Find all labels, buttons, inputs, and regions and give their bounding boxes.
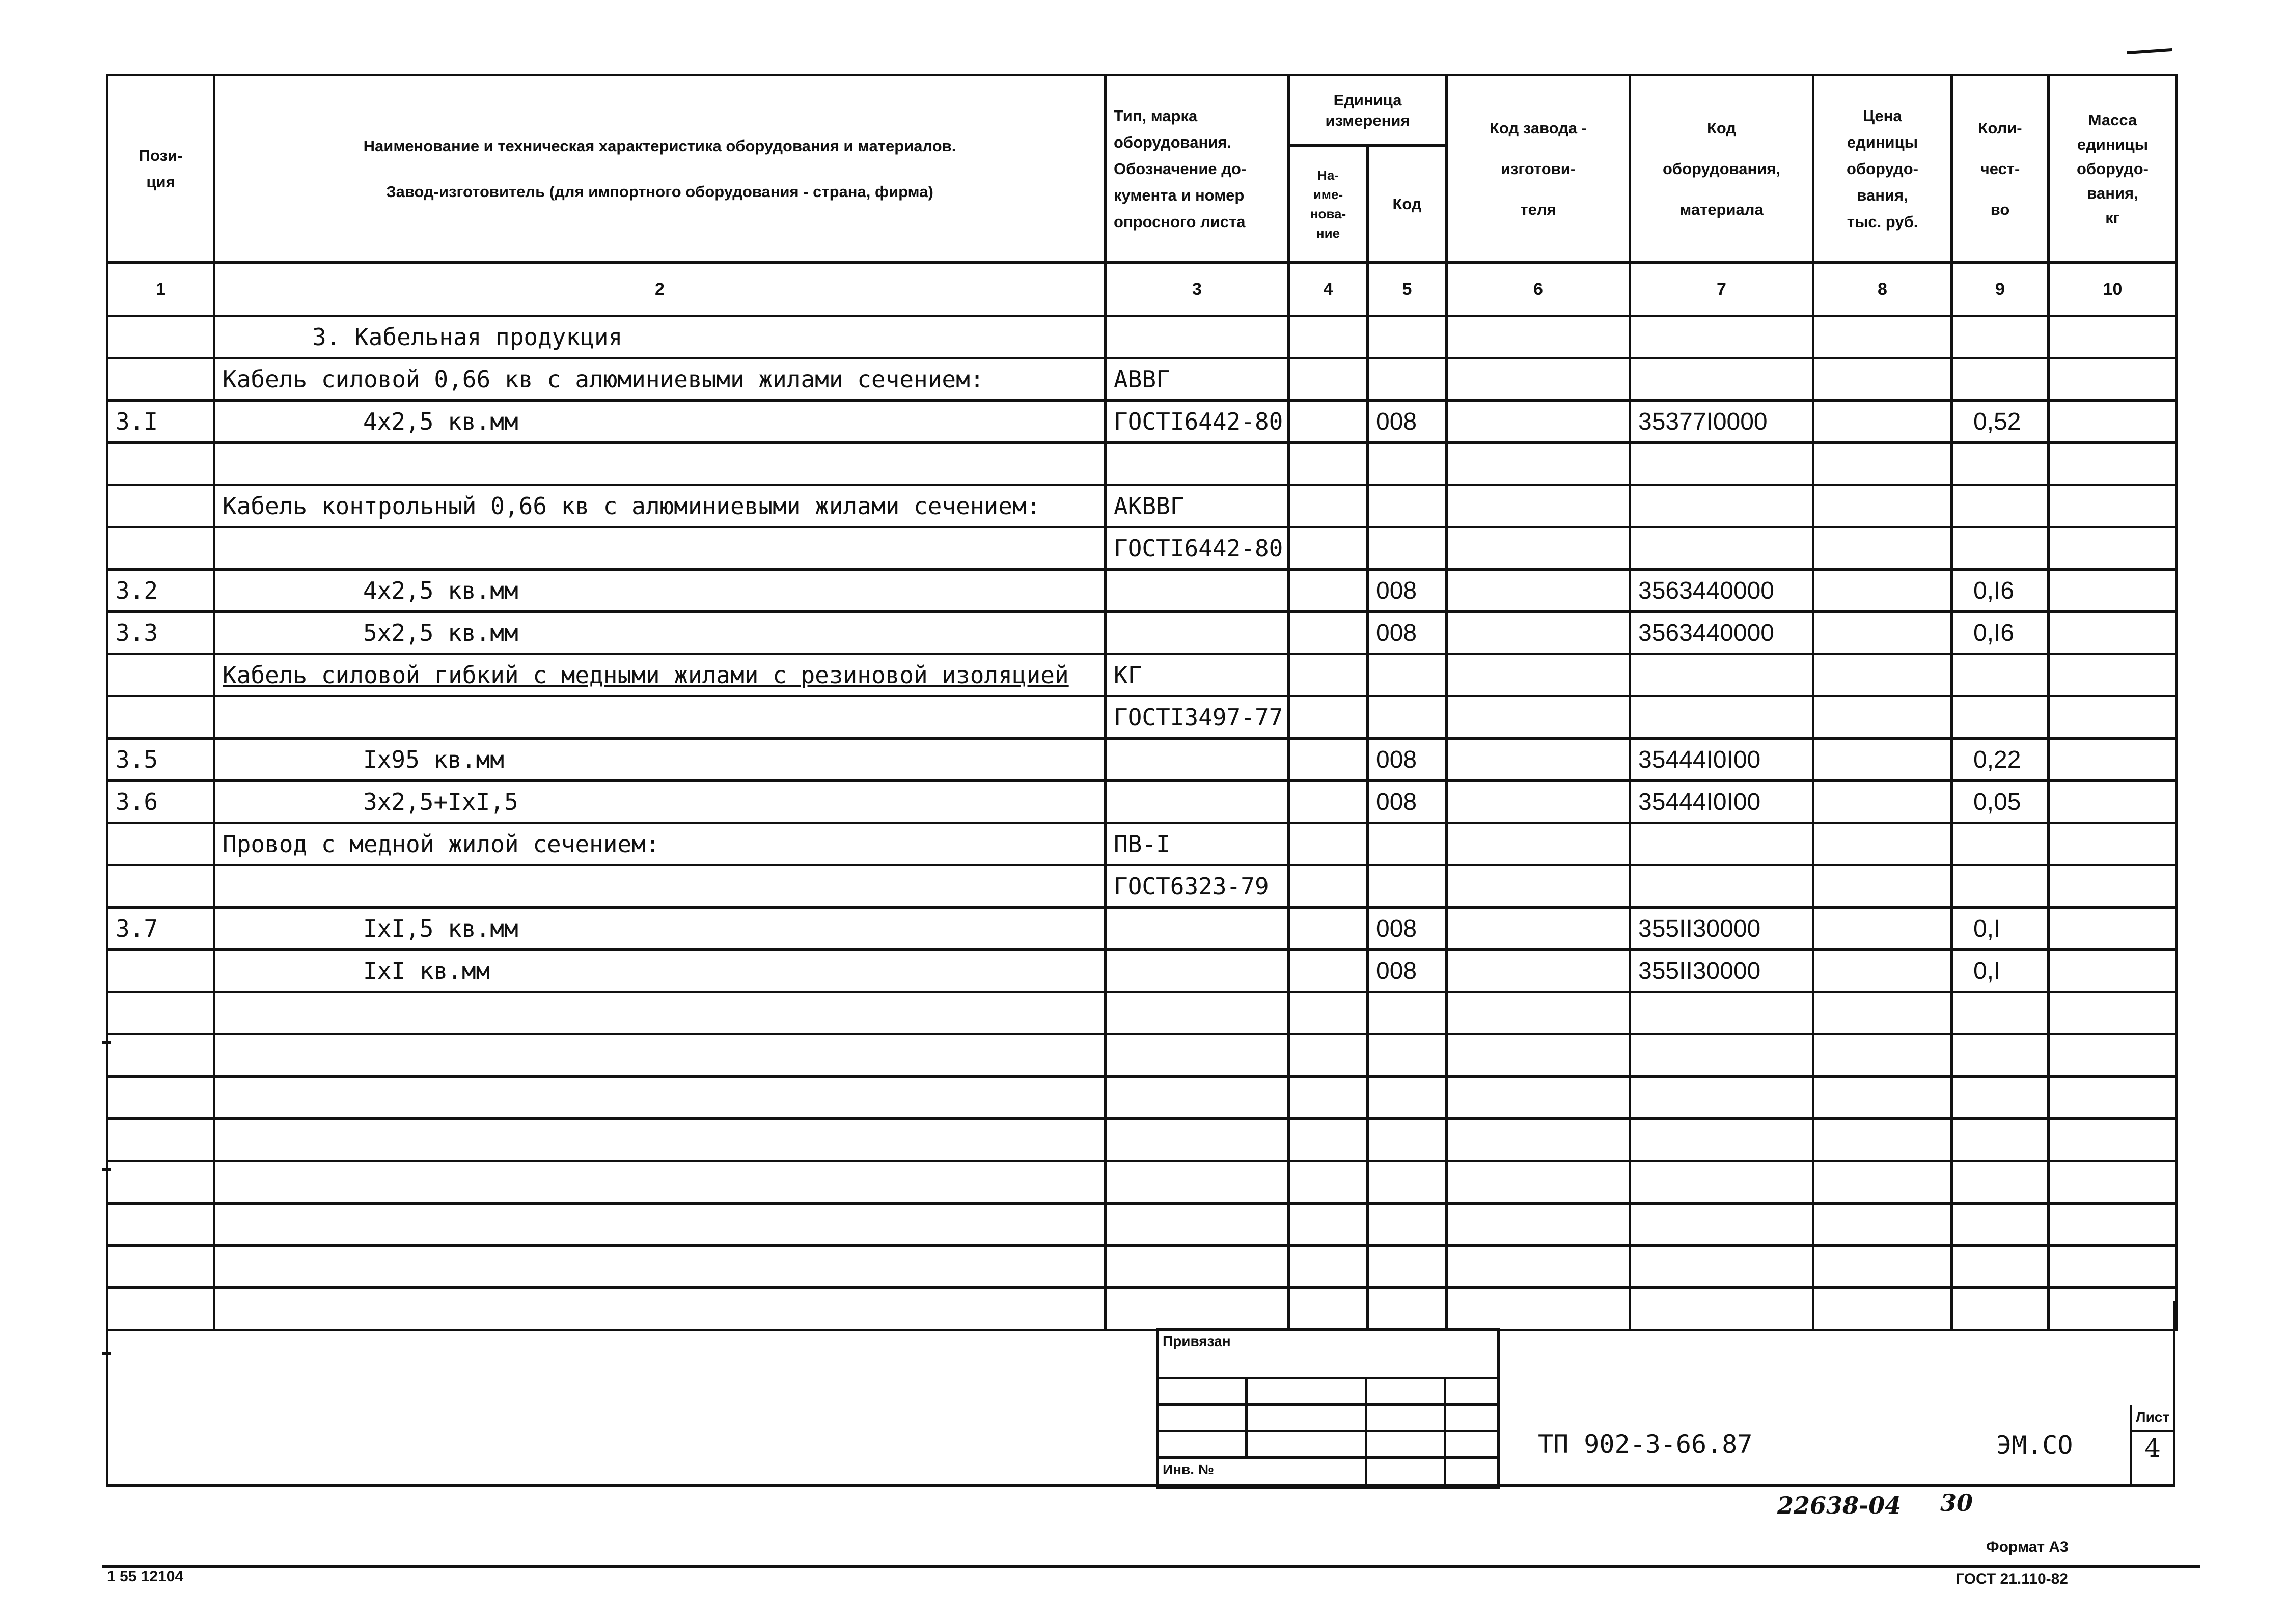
name-cell (214, 696, 1106, 739)
unit-code-cell (1368, 443, 1447, 485)
mass-cell (2049, 696, 2177, 739)
price-cell (1813, 1246, 1952, 1288)
price-cell (1813, 992, 1952, 1034)
unit-name-cell (1289, 1161, 1368, 1203)
name-cell (214, 865, 1106, 908)
name-cell: 3. Кабельная продукция (214, 316, 1106, 358)
format-standard: ГОСТ 21.110-82 (1956, 1571, 2068, 1587)
column-number: 2 (214, 263, 1106, 316)
material-code-cell: 3563440000 (1630, 570, 1813, 612)
factory-code-cell (1447, 1034, 1630, 1077)
corner-mark (2127, 48, 2172, 70)
material-code-cell: 35377I0000 (1630, 401, 1813, 443)
sheet-number: 4 (2144, 1433, 2161, 1463)
quantity-cell (1952, 358, 2049, 401)
column-number: 7 (1630, 263, 1813, 316)
factory-code-cell (1447, 950, 1630, 992)
position-cell (107, 527, 214, 570)
material-code-cell: 3563440000 (1630, 612, 1813, 654)
factory-code-cell (1447, 358, 1630, 401)
sheet-label: Лист (2130, 1405, 2175, 1432)
unit-name-cell (1289, 612, 1368, 654)
factory-code-cell (1447, 865, 1630, 908)
name-cell (214, 1119, 1106, 1161)
unit-name-cell (1289, 570, 1368, 612)
mass-cell (2049, 1077, 2177, 1119)
unit-name-cell (1289, 1246, 1368, 1288)
table-row (107, 316, 2177, 358)
price-cell (1813, 358, 1952, 401)
price-cell (1813, 1203, 1952, 1246)
price-cell (1813, 401, 1952, 443)
unit-name-cell (1289, 358, 1368, 401)
table-row (107, 401, 2177, 443)
unit-code-cell (1368, 1246, 1447, 1288)
material-code-cell (1630, 865, 1813, 908)
factory-code-cell (1447, 1203, 1630, 1246)
position-cell (107, 865, 214, 908)
margin-tick (102, 1352, 111, 1355)
unit-name-cell (1289, 950, 1368, 992)
type-cell (1106, 1077, 1289, 1119)
mass-cell (2049, 908, 2177, 950)
name-cell: Провод с медной жилой сечением: (214, 823, 1106, 865)
unit-name-cell (1289, 401, 1368, 443)
underlined-text: Кабель силовой гибкий с медными жилами с резиновой изоляцией (223, 661, 1069, 689)
material-code-cell (1630, 654, 1813, 696)
factory-code-cell (1447, 1077, 1630, 1119)
quantity-cell: 0,22 (1952, 739, 2049, 781)
table-row (107, 823, 2177, 865)
factory-code-cell (1447, 739, 1630, 781)
price-cell (1813, 527, 1952, 570)
material-code-cell (1630, 1077, 1813, 1119)
price-cell (1813, 612, 1952, 654)
table-row (107, 739, 2177, 781)
unit-code-cell: 008 (1368, 570, 1447, 612)
type-cell (1106, 908, 1289, 950)
price-cell (1813, 443, 1952, 485)
table-row (107, 358, 2177, 401)
mass-cell (2049, 443, 2177, 485)
unit-code-cell (1368, 1119, 1447, 1161)
format-label: Формат А3 (1986, 1538, 2069, 1555)
stamp-inventory-label: Инв. № (1158, 1458, 1366, 1488)
unit-name-cell (1289, 443, 1368, 485)
margin-tick (102, 1168, 111, 1171)
price-cell (1813, 654, 1952, 696)
material-code-cell (1630, 316, 1813, 358)
name-cell: 5х2,5 кв.мм (214, 612, 1106, 654)
position-cell (107, 316, 214, 358)
material-code-cell (1630, 696, 1813, 739)
material-code-cell (1630, 358, 1813, 401)
mass-cell (2049, 1161, 2177, 1203)
column-number: 1 (107, 263, 214, 316)
price-cell (1813, 823, 1952, 865)
unit-code-cell (1368, 358, 1447, 401)
type-cell (1106, 992, 1289, 1034)
factory-code-cell (1447, 992, 1630, 1034)
mass-cell (2049, 358, 2177, 401)
price-cell (1813, 696, 1952, 739)
factory-code-cell (1447, 696, 1630, 739)
name-cell (214, 1161, 1106, 1203)
material-code-cell (1630, 527, 1813, 570)
unit-code-cell (1368, 316, 1447, 358)
position-cell (107, 950, 214, 992)
material-code-cell (1630, 1203, 1813, 1246)
unit-name-cell (1289, 823, 1368, 865)
quantity-cell (1952, 1246, 2049, 1288)
type-cell (1106, 316, 1289, 358)
quantity-cell: 0,52 (1952, 401, 2049, 443)
position-cell: 3.2 (107, 570, 214, 612)
name-cell: Iх95 кв.мм (214, 739, 1106, 781)
table-row (107, 570, 2177, 612)
material-code-cell: 355II30000 (1630, 950, 1813, 992)
name-cell: Кабель силовой 0,66 кв с алюминиевыми жилами сечением: (214, 358, 1106, 401)
factory-code-cell (1447, 1119, 1630, 1161)
type-cell (1106, 739, 1289, 781)
mass-cell (2049, 865, 2177, 908)
quantity-cell (1952, 696, 2049, 739)
handwritten-page: 30 (1940, 1489, 1973, 1517)
type-cell (1106, 1161, 1289, 1203)
unit-name-cell (1289, 781, 1368, 823)
unit-name-cell (1289, 696, 1368, 739)
mass-cell (2049, 1246, 2177, 1288)
quantity-cell (1952, 1077, 2049, 1119)
specification-table (106, 74, 2178, 1331)
type-cell: АКВВГ (1106, 485, 1289, 527)
factory-code-cell (1447, 570, 1630, 612)
position-cell: 3.6 (107, 781, 214, 823)
header-material-code: Код оборудования, материала (1630, 75, 1813, 263)
type-cell (1106, 1034, 1289, 1077)
type-cell: АВВГ (1106, 358, 1289, 401)
name-cell (214, 527, 1106, 570)
quantity-cell (1952, 485, 2049, 527)
material-code-cell (1630, 1034, 1813, 1077)
name-cell (214, 1203, 1106, 1246)
unit-name-cell (1289, 865, 1368, 908)
name-cell: 4х2,5 кв.мм (214, 570, 1106, 612)
column-number: 4 (1289, 263, 1368, 316)
type-cell (1106, 1203, 1289, 1246)
price-cell (1813, 908, 1952, 950)
position-cell (107, 443, 214, 485)
price-cell (1813, 316, 1952, 358)
footer-id: 1 55 12104 (107, 1568, 184, 1585)
quantity-cell: 0,I (1952, 950, 2049, 992)
factory-code-cell (1447, 781, 1630, 823)
material-code-cell (1630, 443, 1813, 485)
table-row (107, 1119, 2177, 1161)
mass-cell (2049, 401, 2177, 443)
unit-code-cell (1368, 696, 1447, 739)
header-quantity: Коли- чест- во (1952, 75, 2049, 263)
type-cell: ПВ-I (1106, 823, 1289, 865)
name-cell (214, 654, 1106, 696)
unit-code-cell: 008 (1368, 781, 1447, 823)
specification-body (107, 316, 2177, 1330)
unit-code-cell (1368, 1203, 1447, 1246)
column-number: 8 (1813, 263, 1952, 316)
price-cell (1813, 865, 1952, 908)
mass-cell (2049, 485, 2177, 527)
table-row (107, 781, 2177, 823)
name-cell: IхI,5 кв.мм (214, 908, 1106, 950)
position-cell (107, 696, 214, 739)
unit-name-cell (1289, 1203, 1368, 1246)
unit-code-cell (1368, 992, 1447, 1034)
table-row (107, 865, 2177, 908)
quantity-cell (1952, 316, 2049, 358)
unit-name-cell (1289, 992, 1368, 1034)
type-cell (1106, 1246, 1289, 1288)
table-row (107, 527, 2177, 570)
column-number: 5 (1368, 263, 1447, 316)
factory-code-cell (1447, 443, 1630, 485)
name-cell (214, 1246, 1106, 1288)
table-row (107, 950, 2177, 992)
unit-name-cell (1289, 1034, 1368, 1077)
column-number: 9 (1952, 263, 2049, 316)
name-cell: Кабель контрольный 0,66 кв с алюминиевыми жилами сечением: (214, 485, 1106, 527)
approval-stamp (1156, 1328, 1500, 1489)
header-position: Пози- ция (107, 75, 214, 263)
factory-code-cell (1447, 527, 1630, 570)
quantity-cell: 0,05 (1952, 781, 2049, 823)
unit-name-cell (1289, 908, 1368, 950)
mass-cell (2049, 950, 2177, 992)
price-cell (1813, 739, 1952, 781)
mass-cell (2049, 527, 2177, 570)
price-cell (1813, 1034, 1952, 1077)
unit-code-cell (1368, 1077, 1447, 1119)
factory-code-cell (1447, 401, 1630, 443)
factory-code-cell (1447, 823, 1630, 865)
factory-code-cell (1447, 485, 1630, 527)
mass-cell (2049, 654, 2177, 696)
mass-cell (2049, 823, 2177, 865)
mass-cell (2049, 739, 2177, 781)
name-cell (214, 1034, 1106, 1077)
material-code-cell (1630, 485, 1813, 527)
handwritten-number: 22638-04 (1777, 1492, 1902, 1519)
quantity-cell (1952, 1203, 2049, 1246)
type-cell (1106, 781, 1289, 823)
quantity-cell (1952, 1161, 2049, 1203)
name-cell (214, 1077, 1106, 1119)
header-factory-code: Код завода - изготови- теля (1447, 75, 1630, 263)
price-cell (1813, 950, 1952, 992)
quantity-cell (1952, 865, 2049, 908)
type-cell (1106, 570, 1289, 612)
position-cell (107, 1246, 214, 1288)
position-cell (107, 1119, 214, 1161)
position-cell (107, 823, 214, 865)
mass-cell (2049, 316, 2177, 358)
document-part: ЭМ.СО (1996, 1431, 2073, 1460)
table-row (107, 992, 2177, 1034)
table-row (107, 908, 2177, 950)
position-cell (107, 1034, 214, 1077)
material-code-cell (1630, 992, 1813, 1034)
type-cell: КГ (1106, 654, 1289, 696)
price-cell (1813, 570, 1952, 612)
margin-tick (102, 1041, 111, 1044)
unit-name-cell (1289, 739, 1368, 781)
table-row (107, 1246, 2177, 1288)
name-cell: IхI кв.мм (214, 950, 1106, 992)
price-cell (1813, 781, 1952, 823)
unit-code-cell (1368, 527, 1447, 570)
factory-code-cell (1447, 908, 1630, 950)
unit-name-cell (1289, 1077, 1368, 1119)
position-cell (107, 1077, 214, 1119)
quantity-cell (1952, 823, 2049, 865)
position-cell (107, 992, 214, 1034)
type-cell: ГОСТI6442-80 (1106, 401, 1289, 443)
table-row (107, 443, 2177, 485)
price-cell (1813, 1077, 1952, 1119)
material-code-cell (1630, 1119, 1813, 1161)
table-row (107, 654, 2177, 696)
unit-code-cell (1368, 865, 1447, 908)
position-cell: 3.7 (107, 908, 214, 950)
unit-code-cell: 008 (1368, 950, 1447, 992)
type-cell: ГОСТI6442-80 (1106, 527, 1289, 570)
quantity-cell (1952, 527, 2049, 570)
mass-cell (2049, 570, 2177, 612)
type-cell (1106, 950, 1289, 992)
unit-code-cell: 008 (1368, 612, 1447, 654)
type-cell: ГОСТI3497-77 (1106, 696, 1289, 739)
mass-cell (2049, 612, 2177, 654)
material-code-cell: 355II30000 (1630, 908, 1813, 950)
position-cell (107, 1161, 214, 1203)
position-cell: 3.3 (107, 612, 214, 654)
price-cell (1813, 1119, 1952, 1161)
table-row (107, 696, 2177, 739)
material-code-cell: 35444I0I00 (1630, 739, 1813, 781)
header-name: Наименование и техническая характеристика оборудования и материалов. Завод-изготовитель (для импортного оборудования - страна, фирма) (214, 75, 1106, 263)
name-cell (214, 992, 1106, 1034)
material-code-cell (1630, 1161, 1813, 1203)
quantity-cell: 0,I6 (1952, 612, 2049, 654)
name-cell: 4х2,5 кв.мм (214, 401, 1106, 443)
header-unit-code: Код (1368, 146, 1447, 263)
table-row (107, 1203, 2177, 1246)
table-row (107, 485, 2177, 527)
unit-code-cell: 008 (1368, 908, 1447, 950)
unit-code-cell (1368, 654, 1447, 696)
unit-code-cell (1368, 485, 1447, 527)
quantity-cell (1952, 992, 2049, 1034)
header-price: Цена единицы оборудо- вания, тыс. руб. (1813, 75, 1952, 263)
quantity-cell (1952, 654, 2049, 696)
unit-code-cell: 008 (1368, 739, 1447, 781)
column-number: 6 (1447, 263, 1630, 316)
unit-code-cell (1368, 1034, 1447, 1077)
factory-code-cell (1447, 654, 1630, 696)
quantity-cell (1952, 443, 2049, 485)
table-row (107, 1077, 2177, 1119)
header-unit-name: На- име- нова- ние (1289, 146, 1368, 263)
type-cell: ГОСТ6323-79 (1106, 865, 1289, 908)
quantity-cell: 0,I (1952, 908, 2049, 950)
price-cell (1813, 485, 1952, 527)
factory-code-cell (1447, 612, 1630, 654)
table-row (107, 1161, 2177, 1203)
unit-code-cell (1368, 823, 1447, 865)
factory-code-cell (1447, 1246, 1630, 1288)
type-cell (1106, 612, 1289, 654)
mass-cell (2049, 781, 2177, 823)
quantity-cell (1952, 1119, 2049, 1161)
name-cell: 3х2,5+IхI,5 (214, 781, 1106, 823)
mass-cell (2049, 1203, 2177, 1246)
header-unit: Единица измерения (1289, 75, 1447, 146)
factory-code-cell (1447, 1161, 1630, 1203)
mass-cell (2049, 1119, 2177, 1161)
quantity-cell: 0,I6 (1952, 570, 2049, 612)
footer-rule (102, 1565, 2200, 1568)
table-row (107, 1034, 2177, 1077)
title-block-frame (106, 1301, 2175, 1487)
unit-code-cell: 008 (1368, 401, 1447, 443)
unit-name-cell (1289, 654, 1368, 696)
unit-code-cell (1368, 1161, 1447, 1203)
position-cell (107, 358, 214, 401)
column-number: 3 (1106, 263, 1289, 316)
position-cell (107, 1203, 214, 1246)
quantity-cell (1952, 1034, 2049, 1077)
type-cell (1106, 1119, 1289, 1161)
unit-name-cell (1289, 1119, 1368, 1161)
name-cell (214, 443, 1106, 485)
stamp-attached-label: Привязан (1158, 1329, 1499, 1378)
unit-name-cell (1289, 527, 1368, 570)
material-code-cell: 35444I0I00 (1630, 781, 1813, 823)
unit-name-cell (1289, 485, 1368, 527)
document-code: ТП 902-3-66.87 (1538, 1430, 1753, 1459)
mass-cell (2049, 1034, 2177, 1077)
material-code-cell (1630, 1246, 1813, 1288)
header-mass: Масса единицы оборудо- вания, кг (2049, 75, 2177, 263)
header-type: Тип, марка оборудования. Обозначение до- кумента и номер опросного листа (1106, 75, 1289, 263)
material-code-cell (1630, 823, 1813, 865)
unit-name-cell (1289, 316, 1368, 358)
position-cell (107, 654, 214, 696)
column-number: 10 (2049, 263, 2177, 316)
position-cell: 3.I (107, 401, 214, 443)
table-row (107, 612, 2177, 654)
position-cell: 3.5 (107, 739, 214, 781)
mass-cell (2049, 992, 2177, 1034)
position-cell (107, 485, 214, 527)
price-cell (1813, 1161, 1952, 1203)
type-cell (1106, 443, 1289, 485)
factory-code-cell (1447, 316, 1630, 358)
